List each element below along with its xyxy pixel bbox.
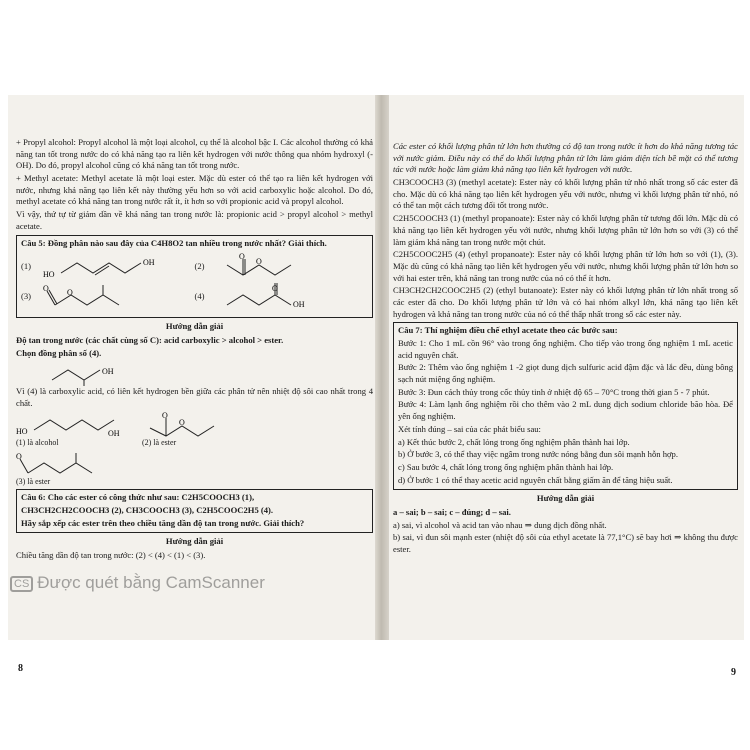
methyl-propanoate-paragraph: C2H5COOCH3 (1) (methyl propanoate): Ester này có khối lượng phân tử tương đối lớn. Mặc dù có khả năng tạo liên kết hydrogen yếu với nước, nhưng khối lượng phân tử lớn hơn so với (3) có thể làm giảm khả năng tan trong nước một chút.: [393, 213, 738, 247]
step-2: Bước 2: Thêm vào ống nghiệm 1 -2 giọt dung dịch sulfuric acid đậm đặc và lắc đều, dùng bông sạch nút miệng ống nghiệm.: [398, 362, 733, 385]
explanation-b: b) sai, vì đun sôi mạnh ester (nhiệt độ sôi của ethyl acetate là 77,1°C) sẽ bay hơi ⇒ không thu được ester.: [393, 532, 738, 554]
statement-c: c) Sau bước 4, chất lỏng trong ống nghiệm phân thành hai lớp.: [398, 461, 614, 472]
explanation-a: a) sai, vì alcohol và acid tan vào nhau ⇒ dung dịch đồng nhất.: [393, 519, 607, 530]
book-spread: [8, 95, 744, 679]
ethyl-butanoate-paragraph: CH3CH2CH2COOC2H5 (2) (ethyl butanoate): Ester này có khối lượng phân tử lớn nhất trong số các ester đã cho. Do khối lượng phân tử lớn và có hai nhóm alkyl lớn, khả năng tạo liên kết hydrogen và khả năng tan trong nước của nó có thể thấp nhất trong số các ester này.: [393, 285, 738, 319]
isomer-option-4: (4) O OH: [195, 282, 369, 312]
step-3: Bước 3: Đun cách thủy trong cốc thủy tinh ở nhiệt độ 65 – 70°C trong thời gian 5 - 7 phút.: [398, 386, 710, 397]
alcohol-structure: [16, 412, 126, 438]
svg-text:HO: HO: [43, 270, 55, 280]
isomer-option-2: (2) O O: [195, 252, 369, 282]
ester-3-structure-group: [16, 451, 373, 488]
structure-3: [43, 283, 163, 311]
book-gutter: [375, 95, 389, 640]
solubility-order: Chiều tăng dần độ tan trong nước: (2) < (4) < (1) < (3).: [16, 550, 206, 561]
left-paragraph-conclusion: Vì vậy, thứ tự từ giảm dần về khả năng tan trong nước là: propionic acid > propyl alcohol > methyl acetate.: [16, 209, 373, 231]
solution-heading-7: Hướng dẫn giải: [536, 493, 595, 504]
ethyl-propanoate-paragraph: C2H5COOC2H5 (4) (ethyl propanoate): Ester này có khối lượng phân tử lớn hơn so với (1), (3). Mặc dù cũng có khả năng tạo liên kết hydrogen yếu với nước, nhưng khối lượng phân tử lớn hơn so với hai ester trên, khả năng tan trong nước của nó có thể ít hơn.: [393, 249, 738, 283]
svg-text:OH: OH: [292, 300, 305, 310]
step-1: Bước 1: Cho 1 mL cồn 96° vào trong ống nghiệm. Cho tiếp vào trong ống nghiệm 1 mL acetic acid nguyên chất.: [398, 338, 733, 360]
left-page: [16, 95, 373, 682]
solubility-rule: Độ tan trong nước (các chất cùng số C): acid carboxylic > alcohol > ester.: [16, 334, 284, 345]
caption-ester-3: (3) là ester: [16, 476, 51, 486]
svg-text:OH: OH: [102, 367, 114, 377]
structure-2: [217, 253, 337, 281]
ester-3-structure: [16, 451, 126, 477]
isomer-options: [21, 252, 368, 312]
question-7-title: Câu 7: Thí nghiệm điều chế ethyl acetate theo các bước sau:: [398, 325, 618, 336]
question-6-line-3: Hãy sắp xếp các ester trên theo chiều tăng dần độ tan trong nước. Giải thích?: [21, 517, 305, 528]
isomer-option-3: (3) O O: [21, 282, 195, 312]
ester-2-structure: [142, 412, 252, 438]
camscanner-watermark: [10, 573, 265, 593]
camscanner-logo-icon: CS: [10, 576, 33, 592]
right-page: [393, 95, 738, 686]
statement-b: b) Ở bước 3, có thể thay việc ngâm trong nước nóng bằng đun sôi mạnh hỗn hợp.: [398, 449, 678, 460]
question-6-line-2: CH3CH2CH2COOCH3 (2), CH3COOCH3 (3), C2H5COOC2H5 (4).: [21, 505, 274, 516]
statement-d: d) Ở bước 1 có thể thay acetic acid nguyên chất bằng giấm ăn để tăng hiệu suất.: [398, 474, 673, 485]
watermark-text: Được quét bằng CamScanner: [37, 573, 265, 592]
svg-text:O: O: [255, 257, 262, 267]
svg-text:O: O: [271, 284, 278, 294]
acid-structure: [46, 360, 136, 386]
svg-text:HO: HO: [16, 426, 28, 436]
svg-text:O: O: [16, 451, 22, 461]
svg-text:OH: OH: [143, 258, 155, 268]
alcohol-structure-group: [16, 412, 126, 449]
step-4: Bước 4: Làm lạnh ống nghiệm rồi cho thêm vào 2 mL dung dịch sodium chloride bão hòa. Để yên ống nghiệm.: [398, 399, 733, 422]
svg-text:OH: OH: [108, 428, 120, 438]
question-6-box: [16, 489, 373, 533]
page-number-left: 8: [18, 663, 23, 675]
right-intro-paragraph: Các ester có khối lượng phân tử lớn hơn thường có độ tan trong nước ít hơn do khả năng tương tác với nước giảm. Điều này có thể do khối lượng phân tử lớn làm giảm diện tích bề mặt có thể tương tác với nước hoặc làm giảm khả năng tạo liên kết hydrogen với nước.: [393, 141, 738, 175]
structure-captions-row: [16, 412, 373, 449]
solution-heading-6: Hướng dẫn giải: [165, 536, 224, 547]
methyl-acetate-paragraph: CH3COOCH3 (3) (methyl acetate): Ester này có khối lượng phân tử nhỏ nhất trong số các ester đã cho. Mặc dù có khả năng tạo liên kết hydrogen yếu với nước, nhưng vì khối lượng phân tử nhỏ, nó có thể tan một cách tương đối tốt trong nước.: [393, 177, 738, 211]
left-paragraph-methyl-acetate: + Methyl acetate: Methyl acetate là một loại ester. Mặc dù ester có thể tạo ra liên kết hydrogen với nước, nhưng khả năng tạo liên kết này thường yếu hơn so với acid carboxylic hoặc alcohol. Do đó, methyl acetate có khả năng tan trong nước rất ít, ít hơn so với propionic acid và propyl alcohol.: [16, 173, 373, 207]
true-false-prompt: Xét tính đúng – sai của các phát biểu sau:: [398, 423, 541, 434]
solution-heading-5: Hướng dẫn giải: [165, 321, 224, 332]
question-6-line-1: Câu 6: Cho các ester có công thức như sau: C2H5COOCH3 (1),: [21, 492, 255, 503]
question-7-box: [393, 322, 738, 490]
page-number-right: 9: [731, 667, 736, 679]
statement-a: a) Kết thúc bước 2, chất lỏng trong ống nghiệm phân thành hai lớp.: [398, 436, 630, 447]
svg-text:O: O: [238, 253, 245, 262]
svg-text:O: O: [43, 284, 49, 294]
svg-text:O: O: [67, 288, 73, 298]
svg-text:O: O: [179, 417, 185, 427]
caption-alcohol: (1) là alcohol: [16, 437, 59, 447]
answer-key: a – sai; b – sai; c – đúng; d – sai.: [393, 506, 511, 517]
left-paragraph-propyl-alcohol: + Propyl alcohol: Propyl alcohol là một loại alcohol, cụ thể là alcohol bậc I. Các alcohol thường có khả năng tan tốt trong nước do có khả năng tạo ra liên kết hydrogen với nước thông qua nhóm hydroxyl (-OH). Do đó, propyl alcohol cũng có khả năng tan tốt trong nước.: [16, 137, 373, 171]
question-5-box: [16, 235, 373, 319]
acid-explanation: Vì (4) là carboxylic acid, có liên kết hydrogen bền giữa các phân tử nên nhiệt độ sôi cao nhất trong 4 chất.: [16, 386, 373, 408]
structure-1: [43, 253, 163, 281]
ester-2-structure-group: [142, 412, 252, 449]
question-5-text: Câu 5: Đồng phân nào sau đây của C4H8O2 tan nhiều trong nước nhất? Giải thích.: [21, 237, 327, 248]
svg-text:O: O: [162, 411, 168, 420]
caption-ester-2: (2) là ester: [142, 437, 177, 447]
chosen-isomer: Chọn đồng phân số (4).: [16, 347, 102, 358]
isomer-option-1: (1) HO OH: [21, 252, 195, 282]
structure-4: [217, 283, 337, 311]
